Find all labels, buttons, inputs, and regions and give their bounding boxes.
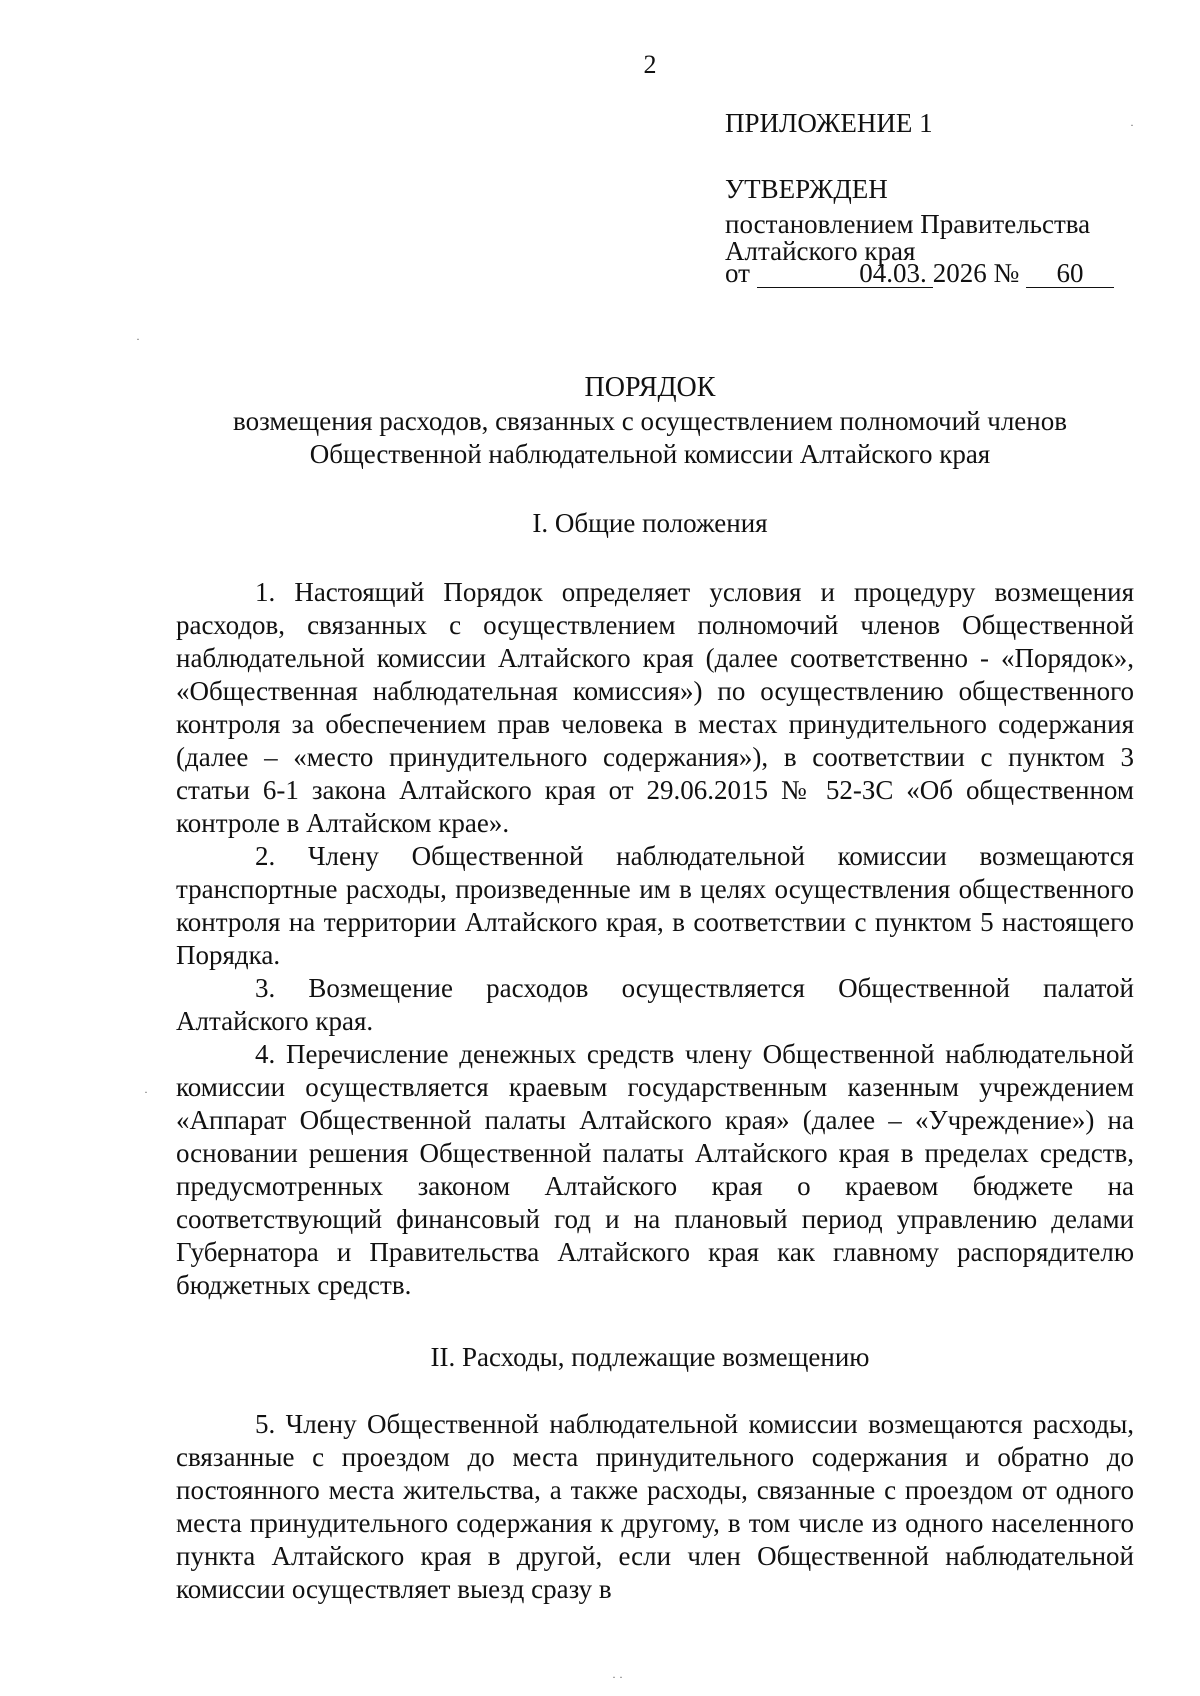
- document-subtitle: [150, 405, 1150, 471]
- approval-block: [725, 176, 1090, 265]
- document-title: ПОРЯДОК: [584, 372, 716, 403]
- approval-title: УТВЕРЖДЕН: [725, 174, 888, 204]
- approval-line-1: постановлением Правительства: [725, 209, 1091, 239]
- scan-speck: ·: [1130, 118, 1134, 132]
- section-1-heading: I. Общие положения: [532, 508, 768, 538]
- section-2-body: [176, 1408, 1134, 1606]
- paragraph-1: 1. Настоящий Порядок определяет условия и процедуру возмещения расходов, связанных с осуществлением полномочий членов Общественной наблюдательной комиссии Алтайского края (далее соответственно - «Порядок», «Общественная наблюдательная комиссия») по осуществлению общественного контроля за обеспечением прав человека в местах принудительного содержания (далее – «место принудительного содержания»), в соответствии с пунктом 3 статьи 6-1 закона Алтайского края от 29.06.2015 № 52-ЗС «Об общественном контроле в Алтайском крае».: [176, 577, 1134, 838]
- paragraph-3: 3. Возмещение расходов осуществляется Общественной палатой Алтайского края.: [176, 973, 1134, 1036]
- approval-line-2: Алтайского края: [725, 236, 916, 266]
- scan-speck: ·: [136, 332, 140, 346]
- paragraph-5: 5. Члену Общественной наблюдательной комиссии возмещаются расходы, связанные с проездом до места принудительного содержания и обратно до постоянного места жительства, а также расходы, связанные с проездом от одного места принудительного содержания к другому, в том числе из одного населенного пункта Алтайского края в другой, если член Общественной наблюдательной комиссии осуществляет выезд сразу в: [176, 1409, 1134, 1604]
- subtitle-line-2: Общественной наблюдательной комиссии Алтайского края: [309, 439, 991, 469]
- section-1-body: [176, 576, 1134, 1302]
- scan-speck: ·: [144, 1085, 148, 1099]
- page-number: 2: [643, 50, 657, 79]
- subtitle-line-1: возмещения расходов, связанных с осуществлением полномочий членов: [233, 406, 1067, 436]
- approval-from-label: от: [725, 258, 750, 288]
- paragraph-2: 2. Члену Общественной наблюдательной комиссии возмещаются транспортные расходы, произведенные им в целях осуществления общественного контроля на территории Алтайского края, в соответствии с пунктом 5 настоящего Порядка.: [176, 841, 1134, 970]
- approval-date-line: [725, 258, 1114, 289]
- appendix-label: ПРИЛОЖЕНИЕ 1: [725, 108, 933, 138]
- section-2-heading: II. Расходы, подлежащие возмещению: [430, 1342, 870, 1372]
- scan-speck: · ·: [612, 1670, 623, 1684]
- paragraph-4: 4. Перечисление денежных средств члену Общественной наблюдательной комиссии осуществляется краевым государственным казенным учреждением «Аппарат Общественной палаты Алтайского края» (далее – «Учреждение») на основании решения Общественной палаты Алтайского края в пределах средств, предусмотренных законом Алтайского края о краевом бюджете на соответствующий финансовый год и на плановый период управлению делами Губернатора и Правительства Алтайского края как главному распорядителю бюджетных средств.: [176, 1039, 1134, 1300]
- approval-year: 2026 №: [932, 258, 1020, 288]
- approval-date: 04.03.: [757, 259, 933, 288]
- approval-number: 60: [1026, 259, 1114, 288]
